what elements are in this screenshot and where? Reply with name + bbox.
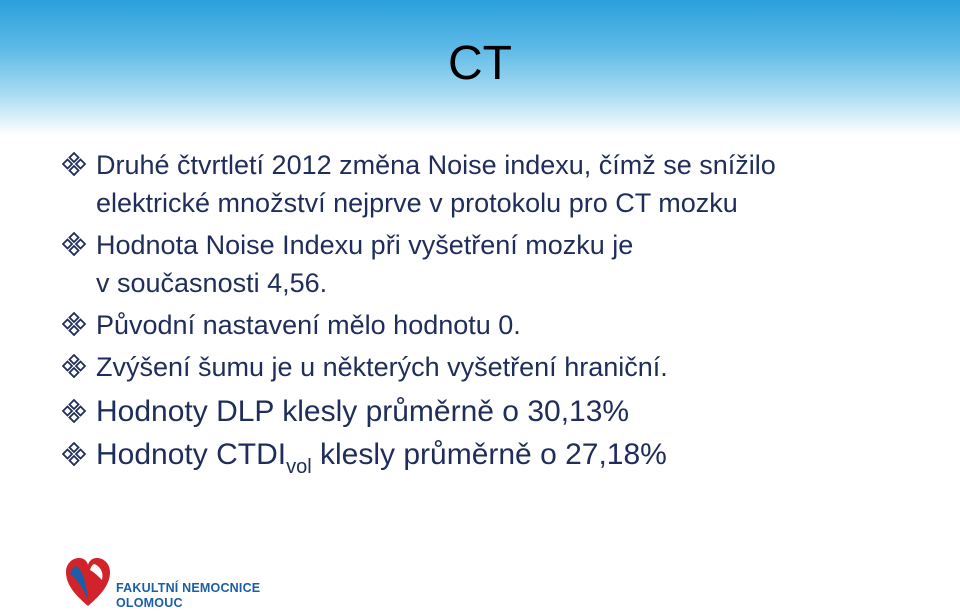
bullet-text: Hodnoty DLP klesly průměrně o 30,13%: [96, 395, 630, 428]
bullet-item: [62, 146, 942, 222]
slide-title: CT: [448, 37, 512, 90]
bullet-line: elektrické množství nejprve v protokolu pro CT mozku: [96, 188, 738, 218]
bullet-item: [62, 390, 942, 433]
diamond-quad-bullet-icon: [62, 312, 88, 352]
bullet-subscript: vol: [286, 456, 312, 478]
bullet-text: Původní nastavení mělo hodnotu 0.: [96, 310, 521, 340]
logo-line-2: OLOMOUC: [116, 596, 183, 610]
diamond-quad-bullet-icon: [62, 152, 88, 192]
bullet-line: Hodnota Noise Indexu při vyšetření mozku je: [96, 230, 634, 260]
diamond-quad-bullet-icon: [62, 232, 88, 272]
bullet-text-before: Hodnoty CTDI: [96, 438, 287, 471]
bullet-list: [62, 146, 942, 476]
bullet-line: v současnosti 4,56.: [96, 268, 328, 298]
bullet-line: Druhé čtvrtletí 2012 změna Noise indexu, čímž se snížilo: [96, 150, 776, 180]
bullet-text: Zvýšení šumu je u některých vyšetření hraniční.: [96, 352, 668, 382]
logo-line-1: FAKULTNÍ NEMOCNICE: [116, 581, 261, 595]
hospital-heart-logo-icon: [64, 556, 112, 608]
bullet-item: [62, 226, 942, 302]
bullet-item: [62, 348, 942, 386]
diamond-quad-bullet-icon: [62, 354, 88, 394]
hospital-logo: [64, 556, 264, 608]
logo-text: [116, 581, 260, 611]
bullet-text-after: klesly průměrně o 27,18%: [311, 438, 667, 471]
bullet-item: [62, 433, 942, 476]
bullet-item: [62, 306, 942, 344]
diamond-quad-bullet-icon: [62, 442, 88, 482]
